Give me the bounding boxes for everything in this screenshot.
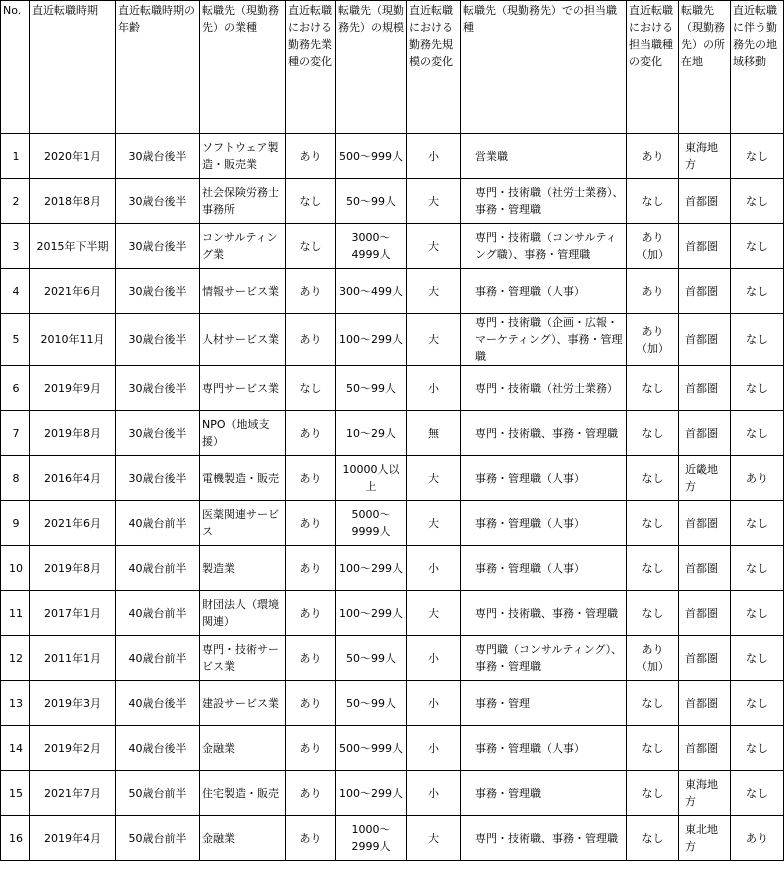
- header-location: 転職先（現勤務先）の所在地: [679, 1, 731, 134]
- table-row: [1, 501, 784, 546]
- cell-size: 3000～4999人: [336, 224, 407, 269]
- table-row: [1, 546, 784, 591]
- cell-duty: 専門・技術職、事務・管理職: [461, 411, 627, 456]
- cell-industry-change: あり: [286, 816, 336, 861]
- header-duty: 転職先（現勤務先）での担当職種: [461, 1, 627, 134]
- cell-duty-change: なし: [627, 816, 679, 861]
- cell-age: 40歳台前半: [116, 501, 200, 546]
- cell-age: 30歳台後半: [116, 269, 200, 314]
- cell-region-move: なし: [731, 179, 784, 224]
- cell-age: 40歳台前半: [116, 591, 200, 636]
- cell-industry: 情報サービス業: [200, 269, 286, 314]
- cell-industry: 金融業: [200, 816, 286, 861]
- cell-region-move: なし: [731, 501, 784, 546]
- cell-age: 40歳台後半: [116, 681, 200, 726]
- header-size-change: 直近転職における勤務先規模の変化: [407, 1, 461, 134]
- cell-date: 2019年8月: [30, 546, 116, 591]
- cell-size: 10～29人: [336, 411, 407, 456]
- cell-duty-change: なし: [627, 771, 679, 816]
- cell-date: 2021年7月: [30, 771, 116, 816]
- cell-location: 首都圏: [679, 269, 731, 314]
- cell-duty-change: なし: [627, 456, 679, 501]
- cell-age: 40歳台後半: [116, 726, 200, 771]
- cell-age: 30歳台後半: [116, 134, 200, 179]
- cell-no: 5: [1, 314, 30, 366]
- cell-age: 30歳台後半: [116, 456, 200, 501]
- cell-size: 500～999人: [336, 134, 407, 179]
- header-industry: 転職先（現勤務先）の業種: [200, 1, 286, 134]
- cell-industry-change: あり: [286, 134, 336, 179]
- cell-duty: 専門・技術職、事務・管理職: [461, 816, 627, 861]
- cell-no: 2: [1, 179, 30, 224]
- cell-size: 5000～9999人: [336, 501, 407, 546]
- cell-size-change: 小: [407, 636, 461, 681]
- cell-age: 30歳台後半: [116, 411, 200, 456]
- cell-duty-change: あり（加）: [627, 224, 679, 269]
- cell-size-change: 小: [407, 546, 461, 591]
- cell-location: 首都圏: [679, 591, 731, 636]
- cell-region-move: なし: [731, 546, 784, 591]
- cell-size: 50～99人: [336, 366, 407, 411]
- header-date: 直近転職時期: [30, 1, 116, 134]
- cell-duty: 専門職（コンサルティング）、事務・管理職: [461, 636, 627, 681]
- cell-industry-change: なし: [286, 224, 336, 269]
- cell-duty: 専門・技術職（企画・広報・マーケティング）、事務・管理職: [461, 314, 627, 366]
- header-duty-change: 直近転職における担当職種の変化: [627, 1, 679, 134]
- cell-duty: 専門・技術職（社労士業務）、事務・管理職: [461, 179, 627, 224]
- cell-region-move: あり: [731, 456, 784, 501]
- cell-industry: 建設サービス業: [200, 681, 286, 726]
- cell-no: 6: [1, 366, 30, 411]
- cell-no: 15: [1, 771, 30, 816]
- cell-date: 2019年4月: [30, 816, 116, 861]
- cell-size: 50～99人: [336, 179, 407, 224]
- cell-industry-change: あり: [286, 546, 336, 591]
- cell-duty: 事務・管理職（人事）: [461, 726, 627, 771]
- header-industry-change: 直近転職における勤務先業種の変化: [286, 1, 336, 134]
- cell-no: 14: [1, 726, 30, 771]
- cell-industry-change: あり: [286, 726, 336, 771]
- cell-industry: 社会保険労務士事務所: [200, 179, 286, 224]
- cell-location: 首都圏: [679, 636, 731, 681]
- cell-location: 首都圏: [679, 726, 731, 771]
- cell-industry: 医薬関連サービス: [200, 501, 286, 546]
- cell-no: 1: [1, 134, 30, 179]
- cell-size: 50～99人: [336, 681, 407, 726]
- cell-age: 30歳台後半: [116, 224, 200, 269]
- cell-industry: ソフトウェア製造・販売業: [200, 134, 286, 179]
- cell-duty-change: なし: [627, 501, 679, 546]
- cell-industry: 人材サービス業: [200, 314, 286, 366]
- table-row: [1, 224, 784, 269]
- table-row: [1, 726, 784, 771]
- cell-date: 2017年1月: [30, 591, 116, 636]
- cell-industry: 専門・技術サービス業: [200, 636, 286, 681]
- cell-industry: 財団法人（環境関連）: [200, 591, 286, 636]
- cell-industry-change: あり: [286, 456, 336, 501]
- cell-region-move: なし: [731, 224, 784, 269]
- cell-duty: 専門・技術職、事務・管理職: [461, 591, 627, 636]
- cell-size-change: 大: [407, 179, 461, 224]
- cell-duty-change: あり: [627, 269, 679, 314]
- cell-duty: 事務・管理職: [461, 771, 627, 816]
- cell-industry-change: あり: [286, 591, 336, 636]
- cell-duty-change: なし: [627, 591, 679, 636]
- cell-date: 2021年6月: [30, 501, 116, 546]
- cell-size-change: 大: [407, 314, 461, 366]
- cell-industry-change: あり: [286, 681, 336, 726]
- cell-size-change: 大: [407, 224, 461, 269]
- cell-size-change: 小: [407, 681, 461, 726]
- cell-region-move: なし: [731, 411, 784, 456]
- cell-size: 100～299人: [336, 591, 407, 636]
- cell-no: 9: [1, 501, 30, 546]
- cell-region-move: なし: [731, 134, 784, 179]
- cell-age: 40歳台前半: [116, 546, 200, 591]
- cell-industry: 電機製造・販売: [200, 456, 286, 501]
- cell-size: 100～299人: [336, 314, 407, 366]
- cell-industry-change: あり: [286, 269, 336, 314]
- cell-size: 1000～2999人: [336, 816, 407, 861]
- cell-industry: コンサルティング業: [200, 224, 286, 269]
- table-row: [1, 179, 784, 224]
- header-row: [1, 1, 784, 134]
- cell-duty-change: あり: [627, 134, 679, 179]
- table-row: [1, 314, 784, 366]
- cell-industry-change: なし: [286, 366, 336, 411]
- cell-region-move: あり: [731, 816, 784, 861]
- cell-size: 500～999人: [336, 726, 407, 771]
- cell-duty-change: あり（加）: [627, 314, 679, 366]
- cell-duty: 事務・管理職（人事）: [461, 269, 627, 314]
- table-row: [1, 269, 784, 314]
- cell-no: 7: [1, 411, 30, 456]
- cell-no: 13: [1, 681, 30, 726]
- cell-no: 4: [1, 269, 30, 314]
- cell-location: 東海地方: [679, 771, 731, 816]
- cell-size: 100～299人: [336, 546, 407, 591]
- cell-location: 首都圏: [679, 366, 731, 411]
- table-body: [1, 134, 784, 861]
- cell-location: 首都圏: [679, 411, 731, 456]
- cell-duty-change: なし: [627, 546, 679, 591]
- cell-industry-change: あり: [286, 636, 336, 681]
- table-row: [1, 134, 784, 179]
- cell-size-change: 大: [407, 269, 461, 314]
- cell-date: 2019年2月: [30, 726, 116, 771]
- cell-size: 100～299人: [336, 771, 407, 816]
- cell-age: 40歳台前半: [116, 636, 200, 681]
- cell-industry-change: あり: [286, 501, 336, 546]
- cell-size-change: 大: [407, 456, 461, 501]
- cell-location: 東海地方: [679, 134, 731, 179]
- cell-no: 8: [1, 456, 30, 501]
- cell-duty-change: なし: [627, 366, 679, 411]
- table-row: [1, 366, 784, 411]
- cell-location: 首都圏: [679, 224, 731, 269]
- cell-age: 30歳台後半: [116, 179, 200, 224]
- cell-size-change: 大: [407, 591, 461, 636]
- table-row: [1, 456, 784, 501]
- cell-size: 300～499人: [336, 269, 407, 314]
- cell-location: 首都圏: [679, 314, 731, 366]
- cell-industry: NPO（地域支援）: [200, 411, 286, 456]
- header-age: 直近転職時期の年齢: [116, 1, 200, 134]
- cell-region-move: なし: [731, 314, 784, 366]
- cell-date: 2019年8月: [30, 411, 116, 456]
- cell-duty-change: あり（加）: [627, 636, 679, 681]
- cell-region-move: なし: [731, 681, 784, 726]
- cell-location: 首都圏: [679, 546, 731, 591]
- cell-region-move: なし: [731, 636, 784, 681]
- cell-date: 2019年3月: [30, 681, 116, 726]
- cell-duty: 事務・管理職（人事）: [461, 501, 627, 546]
- header-region-move: 直近転職に伴う勤務先の地域移動: [731, 1, 784, 134]
- cell-size-change: 大: [407, 816, 461, 861]
- table-row: [1, 771, 784, 816]
- cell-duty-change: なし: [627, 179, 679, 224]
- cell-no: 16: [1, 816, 30, 861]
- cell-age: 30歳台後半: [116, 366, 200, 411]
- cell-industry: 専門サービス業: [200, 366, 286, 411]
- cell-size-change: 小: [407, 726, 461, 771]
- table-row: [1, 681, 784, 726]
- cell-size-change: 小: [407, 134, 461, 179]
- cell-region-move: なし: [731, 771, 784, 816]
- cell-industry-change: あり: [286, 771, 336, 816]
- cell-size-change: 大: [407, 501, 461, 546]
- cell-age: 50歳台前半: [116, 771, 200, 816]
- table-row: [1, 816, 784, 861]
- cell-duty-change: なし: [627, 681, 679, 726]
- cell-region-move: なし: [731, 366, 784, 411]
- header-size: 転職先（現勤務先）の規模: [336, 1, 407, 134]
- cell-no: 3: [1, 224, 30, 269]
- cell-industry: 金融業: [200, 726, 286, 771]
- cell-date: 2010年11月: [30, 314, 116, 366]
- cell-duty: 専門・技術職（社労士業務）: [461, 366, 627, 411]
- cell-date: 2020年1月: [30, 134, 116, 179]
- cell-location: 近畿地方: [679, 456, 731, 501]
- cell-age: 30歳台後半: [116, 314, 200, 366]
- cell-industry: 住宅製造・販売: [200, 771, 286, 816]
- cell-duty: 事務・管理職（人事）: [461, 546, 627, 591]
- cell-date: 2011年1月: [30, 636, 116, 681]
- cell-duty-change: なし: [627, 726, 679, 771]
- cell-date: 2015年下半期: [30, 224, 116, 269]
- cell-no: 12: [1, 636, 30, 681]
- cell-location: 首都圏: [679, 681, 731, 726]
- cell-region-move: なし: [731, 269, 784, 314]
- cell-duty: 事務・管理職（人事）: [461, 456, 627, 501]
- cell-date: 2019年9月: [30, 366, 116, 411]
- cell-size: 10000人以上: [336, 456, 407, 501]
- cell-date: 2021年6月: [30, 269, 116, 314]
- cell-date: 2016年4月: [30, 456, 116, 501]
- cell-industry-change: なし: [286, 179, 336, 224]
- cell-duty: 事務・管理: [461, 681, 627, 726]
- cell-location: 東北地方: [679, 816, 731, 861]
- cell-size-change: 小: [407, 366, 461, 411]
- cell-age: 50歳台前半: [116, 816, 200, 861]
- cell-size-change: 無: [407, 411, 461, 456]
- table-row: [1, 591, 784, 636]
- table-row: [1, 636, 784, 681]
- cell-location: 首都圏: [679, 179, 731, 224]
- cell-duty: 営業職: [461, 134, 627, 179]
- table-row: [1, 411, 784, 456]
- cell-duty: 専門・技術職（コンサルティング職）、事務・管理職: [461, 224, 627, 269]
- cell-date: 2018年8月: [30, 179, 116, 224]
- cell-size-change: 小: [407, 771, 461, 816]
- cell-region-move: なし: [731, 726, 784, 771]
- cell-no: 11: [1, 591, 30, 636]
- cell-region-move: なし: [731, 591, 784, 636]
- cell-industry: 製造業: [200, 546, 286, 591]
- cell-industry-change: あり: [286, 411, 336, 456]
- cell-location: 首都圏: [679, 501, 731, 546]
- cell-industry-change: あり: [286, 314, 336, 366]
- header-no: No.: [1, 1, 30, 134]
- cell-no: 10: [1, 546, 30, 591]
- cell-duty-change: なし: [627, 411, 679, 456]
- cell-size: 50～99人: [336, 636, 407, 681]
